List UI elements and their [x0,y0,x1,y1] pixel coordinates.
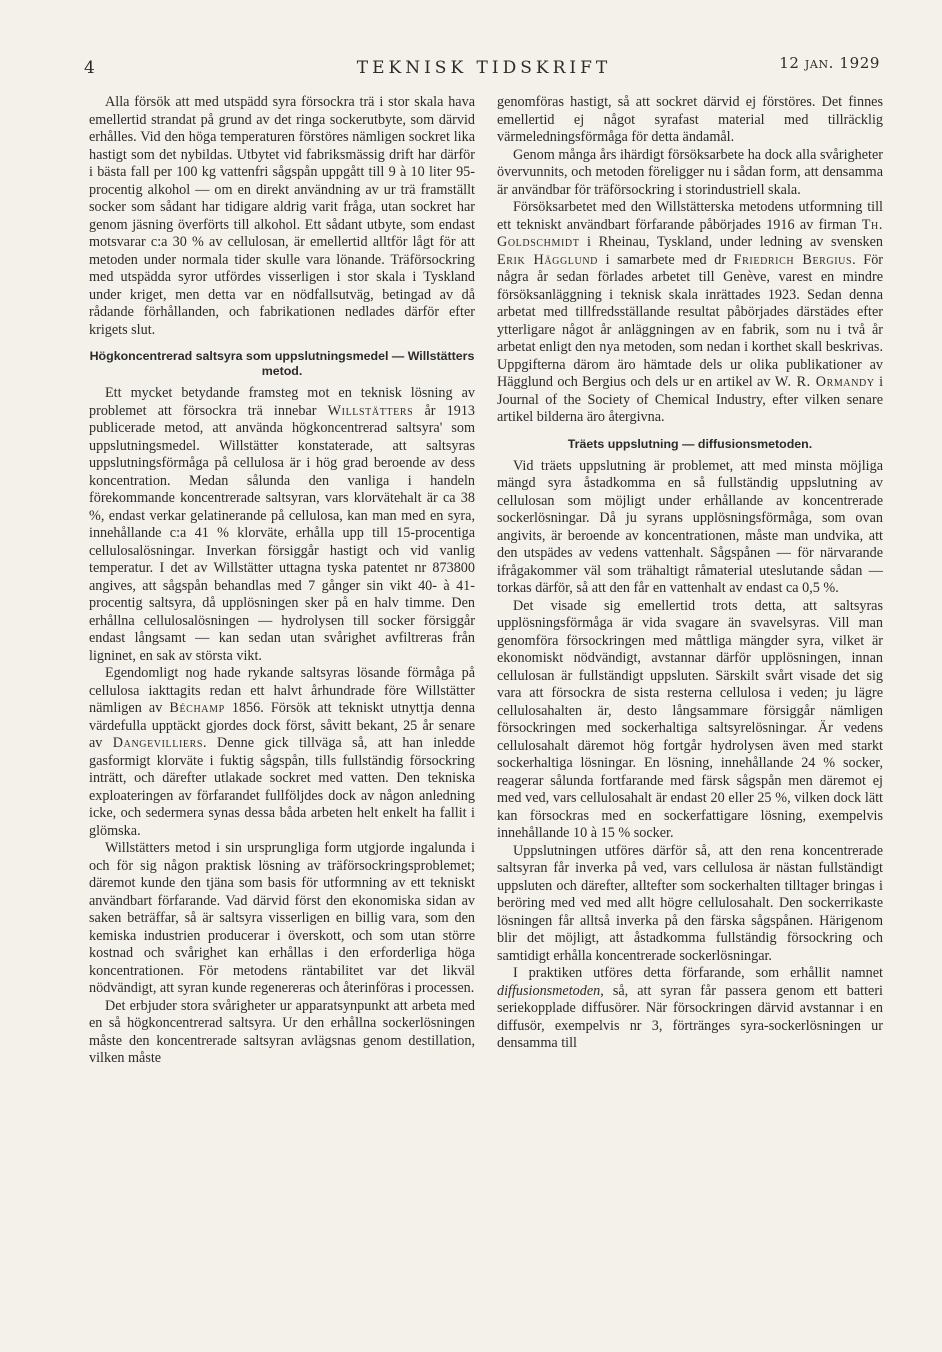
page-header [84,54,884,80]
text-run: I praktiken utföres detta förfarande, som erhållit namnet [513,965,883,981]
person-name: Willstätters [327,402,414,419]
paragraph [497,199,883,427]
issue-date: 12 jan. 1929 [779,54,880,72]
text-run: i Journal of the Society of Chemical Industry, efter vilken senare artikel bilderna äro återgivna. [497,374,884,425]
person-name: Béchamp [169,700,225,716]
section-heading: Högkoncentrerad saltsyra som uppslutningsmedel — Willstätters metod. [89,349,475,378]
person-name: Erik Hägglund [497,251,598,268]
journal-title: TEKNISK TIDSKRIFT [356,58,612,78]
text-run: år 1913 publicerade metod, att använda högkoncentrerad saltsyra' som uppslutningsmedel. Willstätter konstaterade, att saltsyras uppslutningsförmåga på cellulosa är i hög grad beroende av dess koncentration. Medan sålunda den vanliga i handeln förekommande koncentrerade saltsyran, vars klorvätehalt är ca 38 %, endast verkar gelatinerande på cellulosa, kan man med en syra, innehållande c:a 41 % klorväte, erhålla upp till 15-procentiga cellulosalösningar. Inverkan försiggår hastigt och vid vanlig temperatur. I det av Willstätter uttagna tyska patentet nr 873800 angives, att sågspån behandlas med 7 gånger sin vikt 40- à 41-procentig saltsyra, då upplösningen sker på en halv timme. Den erhållna cellulosalösningen — hydrolysen till socker försiggår endast långsamt — kan sedan utan svårighet avfiltreras från ligninet, en sak av största vikt. [89,402,476,664]
paragraph: Willstätters metod i sin ursprungliga form utgjorde ingalunda i och för sig någon praktisk lösning av träförsockringsproblemet; däremot kunde den tjäna som basis för utformning av ett tekniskt användbart förfarande. Vad därvid först den ekonomiska sidan av saken beträffar, så är saltsyra visserligen en billig vara, som den kemiska industrien producerar i överskott, och som utan större kostnad och svårighet kan erhållas i den erforderliga höga koncentrationen. För metodens räntabilitet var det likväl nödvändigt, att syran kunde regenereras och återinföras i processen. [89,840,475,996]
left-column [89,94,475,1068]
paragraph [497,965,883,1053]
paragraph [89,385,475,665]
text-run: Ett mycket betydande framsteg mot en teknisk lösning av problemet att försockra trä innebar [89,385,475,419]
paragraph [89,665,475,840]
term: diffusionsmetoden [497,982,601,999]
text-run: , så, att syran får passera genom ett batteri seriekopplade diffusörer. När försockringen därvid avstannar i en diffusör, exempelvis nr 3, förtränges syra-sockerlösningen ur densamma till [497,982,883,1051]
paragraph: Alla försök att med utspädd syra försockra trä i stor skala hava emellertid strandat på grund av det ringa sockerutbyte, som därvid erhålles. Vid den höga temperaturen förstöres nämligen sockret lika hastigt som det nybildas. Utbytet vid fabriksmässig drift har därför i bästa fall per 100 kg vattenfri sågspån uppgått till 9 à 10 liter 95-procentig alkohol — om en direkt användning av ur trä framställt socker som sådant har tidigare aldrig varit fråga, utan sockret har genom jäsning överförts till alkohol. Ett sådant utbyte, som endast motsvarar c:a 30 % av cellulosan, är emellertid alltför lågt för att metoden under normala tider skulle vara lönande. Träförsockring med utspädda syror utfördes visserligen i stor skala i Tyskland under kriget, men detta var en nödfallsutväg, betingad av då rådande förhållanden, och fabrikationen nedlades därför efter krigets slut. [89,94,475,338]
text-run: i Rheinau, Tyskland, under ledning av svensken [587,234,883,250]
section-heading: Träets uppslutning — diffusionsmetoden. [567,436,813,451]
paragraph: genomföras hastigt, så att sockret därvid ej förstöres. Det finnes emellertid ej något syrafast material med tillräcklig värmeledningsförmåga för detta ändamål. [497,94,883,145]
paragraph: Det visade sig emellertid trots detta, att saltsyras upplösningsförmåga är vida svagare än svavelsyras. Vill man genomföra försockringen med måttliga mängder syra, vilket är ekonomiskt nödvändigt, avstannar därför upplösningen, innan cellulosan är fullständigt uppsluten. Särskilt svårt visade det sig vara att försockra de sista resterna cellulosa i veden; ju lägre cellulosahalten är, desto långsammare försiggår nämligen försockringen med sockerhaltiga saltsyrelösningar. Är vedens cellulosahalt däremot hög fortgår hydrolysen även med starkt sockerhaltiga lösningar. En lösning, innehållande 24 % socker, reagerar sålunda fortfarande med färsk sågspån men däremot ej med ved, vars cellulosahalt är endast 20 eller 25 %, vilken dock lätt kan försockras med en sockerfattigare lösning, exempelvis innehållande 10 à 15 % socker. [497,597,883,841]
paragraph: Uppslutningen utföres därför så, att den rena koncentrerade saltsyran får inverka på ved, vars cellulosa är nästan fullständigt uppsluten och därefter, alltefter som sockerhalten tilltager bringas i beröring med ved med allt högre cellulosahalt. Den sockerrikaste lösningen får alltså inverka på den färska sågspånen. Härigenom blir det möjligt, att åstadkomma fullständig försockring och samtidigt erhålla koncentrerade sockerlösningar. [497,842,883,964]
person-name: Dangevilliers [112,735,204,751]
paragraph: Vid träets uppslutning är problemet, att med minsta möjliga mängd syra åstadkomma en så fullständig uppslutning av cellulosan som möjligt under erhållande av koncentrerade sockerlösningar. Då ju syrans upplösningsförmåga, som ovan angivits, är beroende av koncentrationen, måste man undvika, att den utspädes av vedens vattenhalt. Sågspånen — för närvarande ifrågakommer väl som trähaltigt råmaterial uteslutande sådan — torkas därför, så att den får en vattenhalt av endast ca 0,5 %. [497,457,883,596]
text-run: 1856. Försök att tekniskt utnyttja denna värdefulla upptäckt gjordes dock först, såvitt bekant, 25 år senare av [89,700,476,751]
paragraph: Det erbjuder stora svårigheter ur apparatsynpunkt att arbeta med en så högkoncentrerad saltsyra. Ur den erhållna sockerlösningen måste den koncentrerade saltsyran avlägsnas genom destillation, vilken måste [89,997,475,1066]
text-run: Försöksarbetet med den Willstätterska metodens utformning till ett tekniskt användbart förfarande påbörjades 1916 av firman [497,199,883,233]
right-column [497,94,883,1053]
text-run: i samarbete med dr [605,251,727,268]
person-name: Friedrich Bergius [733,251,853,268]
text-run: . För några år sedan förlades arbetet till Genève, varest en mindre försöksanläggning i teknisk skala inrättades 1923. Sedan denna arbetat med tillfredsställande resultat påbörjades därstädes efter ytterligare något år anläggningen av en fabrik, som nu i två år arbetat enligt den nya metoden, som nedan i korthet skall beskrivas. Uppgifterna därom äro hämtade dels ur olika publikationer av Hägglund och Bergius och dels ur en artikel av [497,251,884,390]
text-run: Egendomligt nog hade rykande saltsyras lösande förmåga på cellulosa iakttagits redan ett halvt århundrade före Willstätter nämligen av [89,665,475,716]
person-name: W. R. Ormandy [774,374,875,390]
firm-name: Th. Goldschmidt [497,216,883,250]
page-number: 4 [84,58,96,78]
paragraph: Genom många års ihärdigt försöksarbete ha dock alla svårigheter övervunnits, och metoden föreligger nu i sådan form, att densamma är användbar för träförsockring i storindustriell skala. [497,146,883,198]
text-run: . Denne gick tillväga så, att han inledde gasformigt klorväte i fuktig sågspån, tills fullständig försockring inträtt, och därefter utlakade sockret med vatten. Den tekniska exploateringen av förfarandet fullföljdes dock av någon anledning icke, och sedermera synas dessa båda arbeten helt enkelt ha fallit i glömska. [89,735,475,839]
